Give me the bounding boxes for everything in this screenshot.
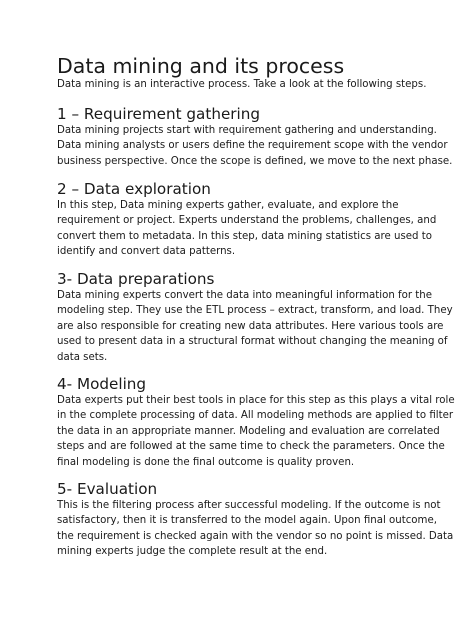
section-body-data-exploration [57, 198, 437, 260]
text-line: the data in an appropriate manner. Modeling and evaluation are correlated [57, 425, 440, 437]
text-line: the requirement is checked again with the vendor so no point is missed. Data [57, 530, 454, 542]
text-line: business perspective. Once the scope is defined, we move to the next phase. [57, 155, 453, 167]
text-line: Data mining experts convert the data into meaningful information for the [57, 290, 433, 301]
text-line: are also responsible for creating new data attributes. Here various tools are [57, 320, 444, 332]
text-line: Data experts put their best tools in place for this step as this plays a vital role [57, 395, 455, 406]
text-line: identify and convert data patterns. [57, 246, 236, 258]
section-heading-evaluation: 5- Evaluation [57, 480, 158, 498]
text-line: data sets. [57, 351, 108, 363]
section-heading-modeling: 4- Modeling [57, 375, 147, 393]
text-line: This is the filtering process after successful modeling. If the outcome is not [57, 500, 441, 511]
section-heading-requirement-gathering: 1 – Requirement gathering [57, 105, 261, 123]
text-line: final modeling is done the final outcome is quality proven. [57, 456, 355, 468]
section-body-requirement-gathering [57, 123, 453, 169]
section-body-modeling [57, 393, 455, 470]
text-line: used to present data in a structural format without changing the meaning of [57, 336, 448, 348]
text-line: in the complete processing of data. All modeling methods are applied to filter [57, 410, 454, 422]
text-line: steps and are followed at the same time to check the parameters. Once the [57, 441, 445, 453]
text-line: In this step, Data mining experts gather, evaluate, and explore the [57, 200, 399, 211]
page-title: Data mining and its process [57, 54, 345, 78]
text-line: mining experts judge the complete result at the end. [57, 546, 328, 558]
text-line: satisfactory, then it is transferred to the model again. Upon final outcome, [57, 515, 437, 527]
text-line: Data mining analysts or users define the requirement scope with the vendor [57, 140, 448, 152]
text-line: Data mining projects start with requirement gathering and understanding. [57, 125, 437, 136]
intro-paragraph: Data mining is an interactive process. Take a look at the following steps. [57, 79, 427, 90]
text-line: modeling step. They use the ETL process – extract, transform, and load. They [57, 305, 453, 317]
text-line: convert them to metadata. In this step, data mining statistics are used to [57, 230, 432, 242]
section-body-evaluation [57, 498, 454, 560]
section-heading-data-preparations: 3- Data preparations [57, 270, 215, 288]
text-line: requirement or project. Experts understand the problems, challenges, and [57, 215, 437, 227]
section-heading-data-exploration: 2 – Data exploration [57, 180, 211, 198]
section-body-data-preparations [57, 288, 453, 365]
